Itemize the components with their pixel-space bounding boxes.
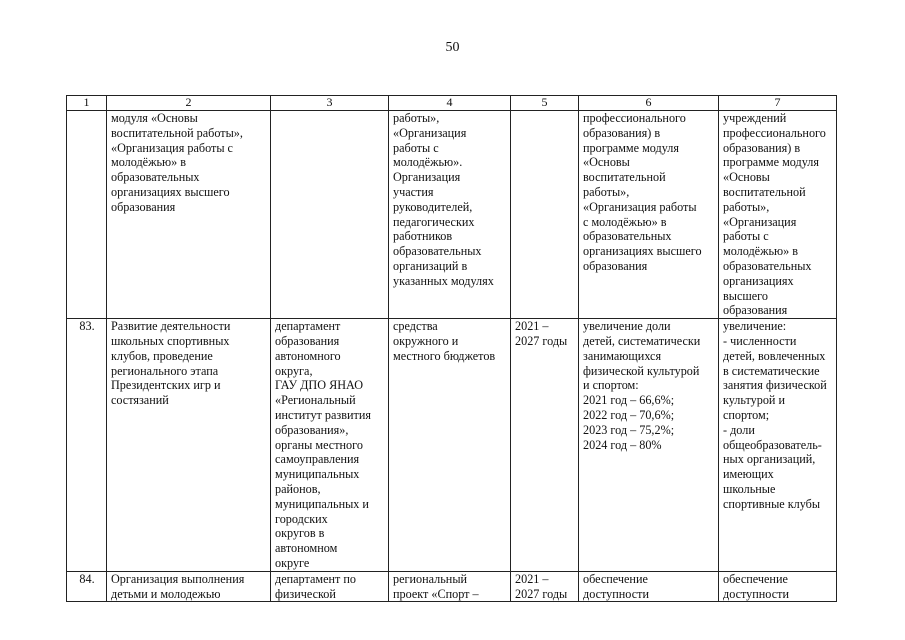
period-cell (511, 111, 579, 319)
cell-text-line: высшего (723, 288, 768, 303)
cell-text-line: образования (583, 258, 648, 273)
event-cell (107, 571, 271, 602)
period-cell (511, 571, 579, 602)
row-number-cell: 84. (67, 571, 107, 602)
cell-text-line: региональный (393, 571, 468, 586)
row-number-cell (67, 111, 107, 319)
cell-text-line: 2022 год – 70,6%; (583, 407, 675, 422)
responsible-cell (271, 111, 389, 319)
cell-text-line: имеющих (723, 467, 774, 482)
cell-text-line: работы», (393, 111, 440, 125)
cell-text-line: 2021 год – 66,6%; (583, 393, 675, 408)
cell-text-line: муниципальных и (275, 496, 369, 511)
header-cell-1: 1 (67, 96, 107, 111)
cell-text-line: обеспечение (723, 571, 788, 586)
cell-text-line: 2024 год – 80% (583, 437, 662, 452)
cell-text-line: регионального этапа (111, 363, 219, 378)
cell-text-line: организациях высшего (111, 184, 230, 199)
period-cell (511, 319, 579, 572)
cell-text-line: занимающихся (583, 348, 662, 363)
table-row (67, 111, 837, 319)
cell-text-line: в систематические (723, 363, 820, 378)
cell-text-line: округов в (275, 526, 325, 541)
cell-text-line: молодёжью» в (723, 244, 799, 259)
cell-text-line: департамент (275, 319, 341, 334)
cell-text-line: «Основы (583, 155, 630, 170)
cell-text-line: работы», (723, 199, 770, 214)
cell-text-line: увеличение: (723, 319, 787, 334)
cell-text-line: физической культурой (583, 363, 700, 378)
cell-text-line: детей, вовлеченных (723, 348, 826, 363)
page-number: 50 (445, 40, 460, 55)
cell-text-line: 2023 год – 75,2%; (583, 422, 675, 437)
row-number-cell: 83. (67, 319, 107, 572)
cell-text-line: программе модуля (723, 155, 819, 170)
cell-text-line: общеобразователь- (723, 437, 822, 452)
result-cell (719, 111, 837, 319)
cell-text-line: культурой и (723, 393, 786, 408)
cell-text-line: 2027 годы (515, 333, 568, 348)
cell-text-line: программе модуля (583, 140, 679, 155)
event-cell (107, 111, 271, 319)
plan-table (66, 95, 837, 602)
cell-text-line: молодёжью». (393, 155, 463, 170)
header-cell-3: 3 (271, 96, 389, 111)
cell-text-line: районов, (275, 481, 321, 496)
cell-text-line: указанных модулях (393, 273, 494, 288)
cell-text-line: «Основы (723, 170, 770, 185)
cell-text-line: воспитательной работы», (111, 125, 243, 140)
cell-text-line: средства (393, 319, 438, 334)
funding-cell (389, 571, 511, 602)
cell-text-line: местного бюджетов (393, 348, 496, 363)
cell-text-line: образовательных (723, 258, 812, 273)
cell-text-line: городских (275, 511, 328, 526)
cell-text-line: ГАУ ДПО ЯНАО (275, 378, 364, 393)
cell-text-line: профессионального (583, 111, 686, 125)
cell-text-line: детей, систематически (583, 333, 701, 348)
table-row (67, 571, 837, 602)
cell-text-line: работы с (723, 229, 769, 244)
event-cell (107, 319, 271, 572)
cell-text-line: физической (275, 586, 336, 601)
cell-text-line: клубов, проведение (111, 348, 213, 363)
cell-text-line: педагогических (393, 214, 475, 229)
cell-text-line: автономном (275, 541, 338, 556)
cell-text-line: 2021 – (515, 319, 549, 334)
cell-text-line: образовательных (111, 170, 200, 185)
indicators-cell (579, 319, 719, 572)
cell-text-line: состязаний (111, 393, 169, 408)
table-body (67, 96, 837, 602)
cell-text-line: ных организаций, (723, 452, 816, 467)
cell-text-line: работы с (393, 140, 439, 155)
cell-text-line: модуля «Основы (111, 111, 198, 125)
cell-text-line: образовательных (393, 244, 482, 259)
cell-text-line: Президентских игр и (111, 378, 221, 393)
cell-text-line: образования (275, 333, 340, 348)
cell-text-line: работы», (583, 184, 630, 199)
cell-text-line: образования) в (723, 140, 801, 155)
result-cell (719, 319, 837, 572)
cell-text-line: - численности (723, 333, 797, 348)
cell-text-line: образования) в (583, 125, 661, 140)
cell-text-line: автономного (275, 348, 341, 363)
cell-text-line: воспитательной (583, 170, 666, 185)
cell-text-line: образования (111, 199, 176, 214)
cell-text-line: самоуправления (275, 452, 360, 467)
cell-text-line: образовательных (583, 229, 672, 244)
header-cell-4: 4 (389, 96, 511, 111)
cell-text-line: институт развития (275, 407, 371, 422)
header-row (67, 96, 837, 111)
cell-text-line: проект «Спорт – (393, 586, 479, 601)
cell-text-line: и спортом: (583, 378, 639, 393)
cell-text-line: организациях высшего (583, 244, 702, 259)
funding-cell (389, 111, 511, 319)
cell-text-line: Организация (393, 170, 461, 185)
cell-text-line: организаций в (393, 258, 468, 273)
cell-text-line: спортом; (723, 407, 770, 422)
result-cell (719, 571, 837, 602)
responsible-cell (271, 319, 389, 572)
header-cell-7: 7 (719, 96, 837, 111)
cell-text-line: департамент по (275, 571, 356, 586)
cell-text-line: обеспечение (583, 571, 648, 586)
cell-text-line: занятия физической (723, 378, 827, 393)
cell-text-line: Развитие деятельности (111, 319, 231, 334)
cell-text-line: «Организация (393, 125, 467, 140)
cell-text-line: образования (723, 303, 788, 318)
header-cell-2: 2 (107, 96, 271, 111)
header-cell-5: 5 (511, 96, 579, 111)
cell-text-line: учреждений (723, 111, 787, 125)
cell-text-line: «Организация работы с (111, 140, 233, 155)
cell-text-line: муниципальных (275, 467, 360, 482)
cell-text-line: - доли (723, 422, 755, 437)
responsible-cell (271, 571, 389, 602)
header-cell-6: 6 (579, 96, 719, 111)
cell-text-line: школьных спортивных (111, 333, 230, 348)
cell-text-line: 2027 годы (515, 586, 568, 601)
cell-text-line: органы местного (275, 437, 363, 452)
cell-text-line: молодёжью» в (111, 155, 187, 170)
cell-text-line: «Региональный (275, 393, 356, 408)
cell-text-line: доступности (723, 586, 789, 601)
cell-text-line: профессионального (723, 125, 826, 140)
cell-text-line: округе (275, 555, 310, 570)
cell-text-line: округа, (275, 363, 313, 378)
cell-text-line: с молодёжью» в (583, 214, 667, 229)
cell-text-line: Организация выполнения (111, 571, 245, 586)
cell-text-line: «Организация работы (583, 199, 697, 214)
cell-text-line: школьные (723, 481, 776, 496)
cell-text-line: увеличение доли (583, 319, 671, 334)
cell-text-line: 2021 – (515, 571, 549, 586)
cell-text-line: организациях (723, 273, 794, 288)
table-row (67, 319, 837, 572)
cell-text-line: детьми и молодежью (111, 586, 221, 601)
cell-text-line: доступности (583, 586, 649, 601)
cell-text-line: работников (393, 229, 453, 244)
cell-text-line: воспитательной (723, 184, 806, 199)
indicators-cell (579, 571, 719, 602)
cell-text-line: руководителей, (393, 199, 473, 214)
cell-text-line: участия (393, 184, 434, 199)
cell-text-line: образования», (275, 422, 349, 437)
cell-text-line: спортивные клубы (723, 496, 821, 511)
indicators-cell (579, 111, 719, 319)
cell-text-line: «Организация (723, 214, 797, 229)
funding-cell (389, 319, 511, 572)
cell-text-line: окружного и (393, 333, 459, 348)
